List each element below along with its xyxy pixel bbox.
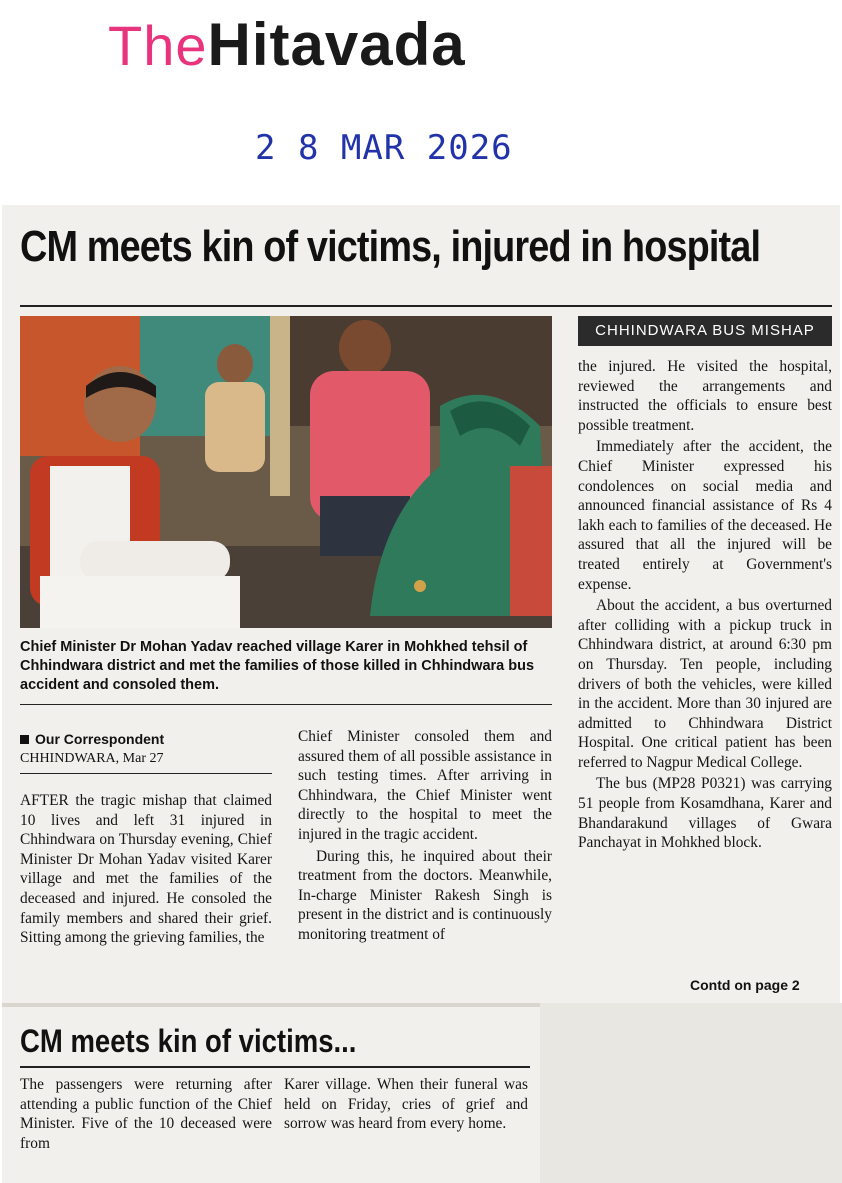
- paragraph: About the accident, a bus overturned after colliding with a pickup truck in Chhindwara district, at around 6:30 pm on Thursday. Ten people, including drivers of both the vehicles, were killed in the accident. More than 30 injured are admitted to Chhindwara District Hospital. One critical patient has been referred to Nagpur Medical College.: [578, 597, 832, 771]
- article-headline: CM meets kin of victims, injured in hospital: [20, 222, 761, 271]
- continuation-rule: [20, 1066, 530, 1068]
- byline: [20, 731, 164, 747]
- article-column-left: [20, 791, 272, 950]
- article-column-right: [578, 357, 832, 855]
- byline-rule: [20, 773, 272, 774]
- continuation-headline: CM meets kin of victims...: [20, 1023, 357, 1059]
- paragraph: AFTER the tragic mishap that claimed 10 lives and left 31 injured in Chhindwara on Thursday evening, Chief Minister Dr Mohan Yadav visited Karer village and met the families of the deceased and injured. He consoled the family members and shared their grief. Sitting among the grieving families, the: [20, 792, 272, 947]
- paragraph: The bus (MP28 P0321) was carrying 51 people from Kosamdhana, Karer and Bhandarakund villages of Gwara Panchayat in Mohkhed block.: [578, 775, 832, 852]
- continuation-column-right: [284, 1075, 528, 1136]
- caption-rule: [20, 704, 552, 705]
- continued-note: Contd on page 2: [690, 977, 800, 993]
- newspaper-masthead: [108, 10, 466, 79]
- continuation-column-left: [20, 1075, 272, 1155]
- dateline: CHHINDWARA, Mar 27: [20, 751, 164, 766]
- date-stamp: 2 8 MAR 2026: [255, 128, 513, 168]
- article-column-middle: [298, 727, 552, 947]
- adjacent-page-area: [540, 1003, 842, 1183]
- photo-illustration: [20, 316, 552, 628]
- paragraph: Immediately after the accident, the Chief Minister expressed his condolences on social media and announced financial assistance of Rs 4 lakh each to families of the deceased. He assured that all the injured will be treated entirely at Government's expense.: [578, 438, 832, 593]
- paragraph: During this, he inquired about their treatment from the doctors. Meanwhile, In-charge Minister Rakesh Singh is present in the district and is continuously monitoring treatment of: [298, 847, 552, 943]
- masthead-name: Hitavada: [207, 11, 466, 78]
- byline-square-icon: [20, 735, 29, 744]
- paragraph: Chief Minister consoled them and assured them of all possible assistance in such testing times. After arriving in Chhindwara, the Chief Minister went directly to the hospital to meet the injured in the tragic accident.: [298, 728, 552, 843]
- byline-text: Our Correspondent: [35, 731, 165, 747]
- headline-rule: [20, 305, 832, 307]
- paragraph: The passengers were returning after attending a public function of the Chief Minister. Five of the 10 deceased were from: [20, 1076, 272, 1152]
- news-photo: [20, 316, 552, 628]
- paragraph: Karer village. When their funeral was held on Friday, cries of grief and sorrow was heard from every home.: [284, 1076, 528, 1133]
- paragraph: the injured. He visited the hospital, reviewed the arrangements and instructed the officials to ensure best possible treatment.: [578, 358, 832, 434]
- section-kicker: CHHINDWARA BUS MISHAP: [578, 316, 832, 346]
- photo-caption: Chief Minister Dr Mohan Yadav reached village Karer in Mohkhed tehsil of Chhindwara district and met the families of those killed in Chhindwara bus accident and consoled them.: [20, 639, 535, 693]
- masthead-the: The: [108, 14, 208, 77]
